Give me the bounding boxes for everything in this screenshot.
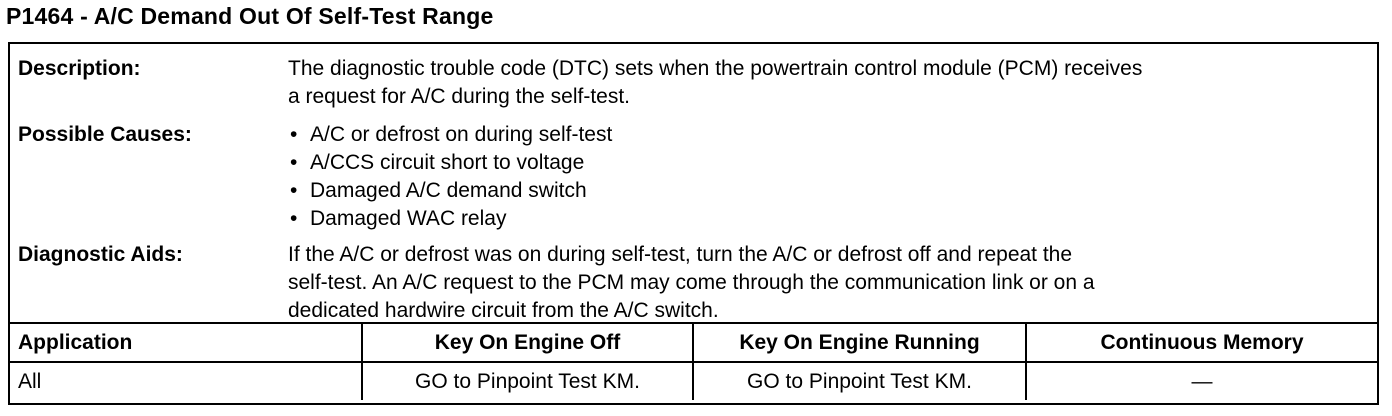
bullet-icon: • (290, 123, 298, 146)
cell-application: All (18, 369, 42, 393)
description-line: The diagnostic trouble code (DTC) sets when the powertrain control module (PCM) receives (288, 57, 1143, 80)
list-item: • A/CCS circuit short to voltage (288, 149, 1368, 177)
column-header-koer: Key On Engine Running (693, 324, 1026, 362)
table-header-row (10, 324, 1377, 362)
column-header-continuous-memory: Continuous Memory (1026, 324, 1377, 362)
column-header-application: Application (10, 324, 362, 362)
diagnostic-aids-label: Diagnostic Aids: (18, 243, 183, 266)
list-item: • Damaged WAC relay (288, 205, 1368, 233)
diagnostic-aids-line: If the A/C or defrost was on during self-test, turn the A/C or defrost off and repeat the (288, 243, 1073, 266)
page-title: P1464 - A/C Demand Out Of Self-Test Range (6, 3, 494, 29)
table-row (10, 362, 1377, 400)
application-table (10, 324, 1377, 400)
list-item: • Damaged A/C demand switch (288, 177, 1368, 205)
diagnostic-aids-line: dedicated hardwire circuit from the A/C switch. (288, 299, 719, 322)
dtc-details-section (10, 44, 1377, 324)
diagnostic-aids-text (288, 241, 1368, 325)
diagnostic-aids-line: self-test. An A/C request to the PCM may come through the communication link or on a (288, 271, 1095, 294)
description-line: a request for A/C during the self-test. (288, 85, 631, 108)
list-item: • A/C or defrost on during self-test (288, 121, 1368, 149)
cell-koer: GO to Pinpoint Test KM. (693, 362, 1026, 400)
bullet-icon: • (290, 207, 298, 230)
description-label: Description: (18, 57, 141, 80)
bullet-icon: • (290, 179, 298, 202)
possible-causes-label: Possible Causes: (18, 123, 192, 146)
possible-causes-list-container (288, 121, 1368, 233)
cell-continuous-memory: — (1026, 362, 1377, 400)
column-header-koeo: Key On Engine Off (362, 324, 693, 362)
possible-causes-list (288, 121, 1368, 233)
cell-koeo: GO to Pinpoint Test KM. (362, 362, 693, 400)
description-text (288, 55, 1368, 111)
dtc-info-box (8, 42, 1379, 405)
bullet-icon: • (290, 151, 298, 174)
